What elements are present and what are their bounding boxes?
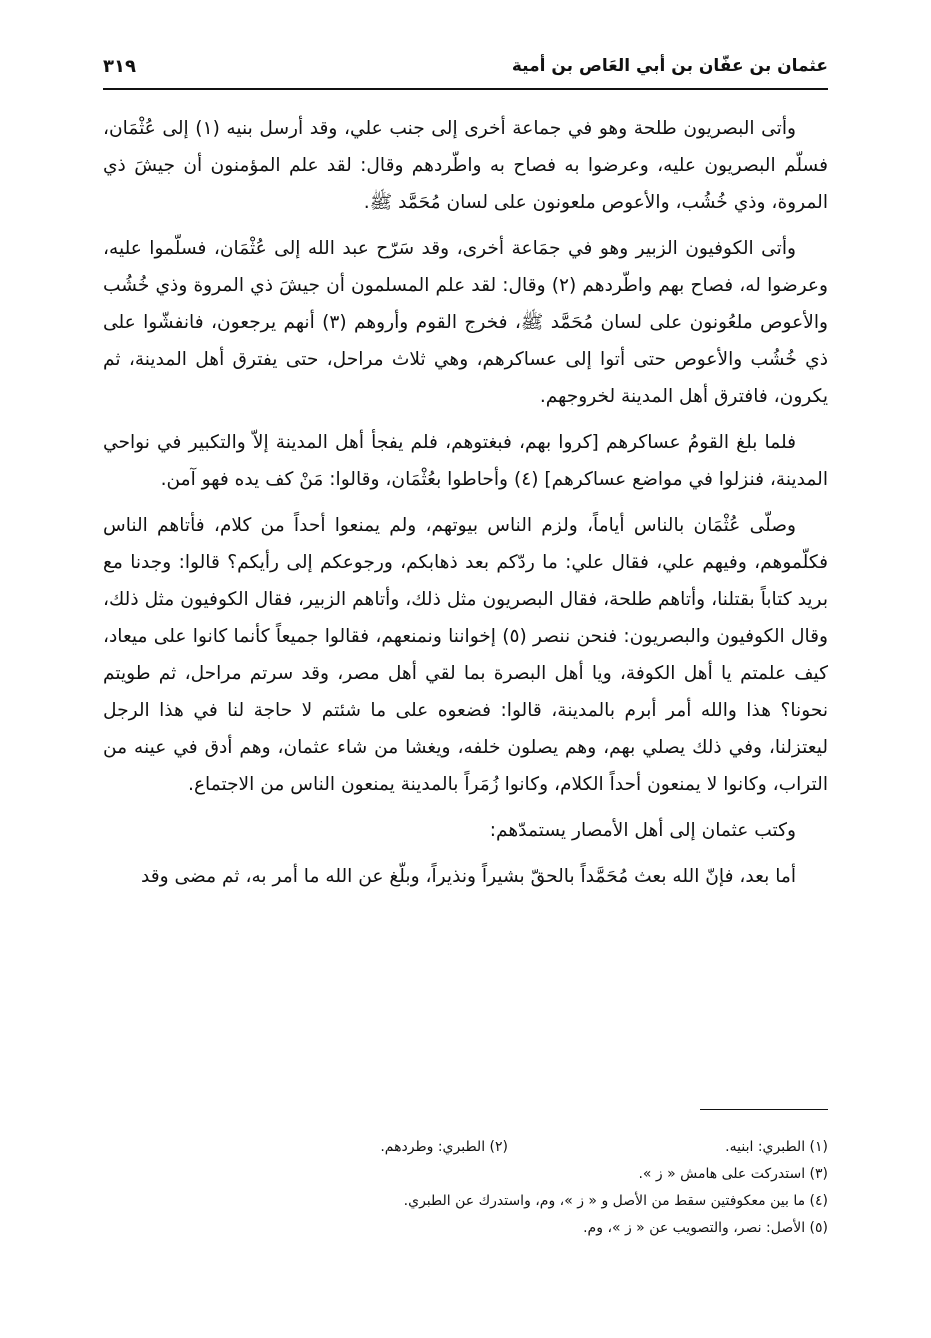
footnote: (٣) استدركت على هامش « ز ». [638,1166,828,1182]
footnote-divider [700,1109,828,1110]
footnotes [103,1134,828,1242]
paragraph: وكتب عثمان إلى أهل الأمصار يستمدّهم: [489,820,796,841]
paragraph: أما بعد، فإنّ الله بعث مُحَمَّداً بالحقّ بشيراً ونذيراً، وبلّغ عن الله ما أمر به، ثم مضى وقد [140,866,796,887]
running-title: عثمان بن عفّان بن أبي العَاص بن أمية [511,56,828,76]
footnote: (٥) الأصل: نصر، والتصويب عن « ز »، وم. [583,1220,828,1236]
paragraph: وصلّى عُثْمَان بالناس أياماً، ولزم الناس بيوتهم، ولم يمنعوا أحداً من كلام، فأتاهم الناس فكلّموهم، وفيهم علي، فقال علي: ما ردّكم بعد ذهابكم، ورجوعكم إلى رأيكم؟ قالوا: وجدنا مع بريد كتاباً بقتلنا، وأتاهم طلحة، فقال البصريون مثل ذلك، وأتاهم الزبير، فقال الكوفيون مثل ذلك، وقال الكوفيون والبصريون: فنحن ننصر (٥) إخواننا ونمنعهم، فقالوا جميعاً كأنما كانوا على ميعاد، كيف علمتم يا أهل الكوفة، ويا أهل البصرة بما لقي أهل مصر، وقد سرتم مراحل، ثم طويتم نحونا؟ هذا والله أمر أبرم بالمدينة، قالوا: فضعوه على ما شئتم لا حاجة لنا في هذا الرجل ليعتزلنا، وفي ذلك يصلي بهم، وهم يصلون خلفه، ويغشا من شاء عثمان، وهم أدق في عينه من التراب، وكانوا لا يمنعون أحداً الكلام، وكانوا زُمَراً بالمدينة يمنعون الناس من الاجتماع. [103,515,828,795]
paragraph: وأتى الكوفيون الزبير وهو في جمَاعة أخرى، وقد سَرّح عبد الله إلى عُثْمَان، فسلّموا عليه، وعرضوا له، فصاح بهم واطّردهم (٢) وقال: لقد علم المسلمون أن جيشَ ذي المروة وذي خُشُب والأعوص ملعُونون على لسان مُحَمَّد ﷺ، فخرج القوم وأروهم (٣) أنهم يرجعون، فانفشّوا على ذي خُشُب والأعوص حتى أتوا إلى عساكرهم، وهي ثلاث مراحل، حتى يفترق أهل المدينة، ثم يكرون، فافترق أهل المدينة لخروجهم. [103,238,828,407]
footnote: (٤) ما بين معكوفتين سقط من الأصل و « ز »، وم، واستدرك عن الطبري. [403,1193,828,1209]
footnote: (١) الطبري: ابنيه. [725,1139,828,1155]
footnote-row [103,1134,828,1161]
page-header [103,48,828,90]
footnote: (٢) الطبري: وطردهم. [380,1139,508,1155]
main-text [103,110,828,895]
page-number: ٣١٩ [103,56,136,77]
paragraph: فلما بلغ القومُ عساكرهم [كروا بهم، فبغتوهم، فلم يفجأ أهل المدينة إلاّ والتكبير في نواحي المدينة، فنزلوا في مواضع عساكرهم] (٤) وأحاطوا بعُثْمَان، وقالوا: مَنْ كف يده فهو آمن. [103,432,828,490]
paragraph: وأتى البصريون طلحة وهو في جماعة أخرى إلى جنب علي، وقد أرسل بنيه (١) إلى عُثْمَان، فسلّم البصريون عليه، وعرضوا به فصاح به واطّردهم وقال: لقد علم المؤمنون أن جيشَ ذي المروة، وذي خُشُب، والأعوص ملعونون على لسان مُحَمَّد ﷺ. [103,118,828,213]
